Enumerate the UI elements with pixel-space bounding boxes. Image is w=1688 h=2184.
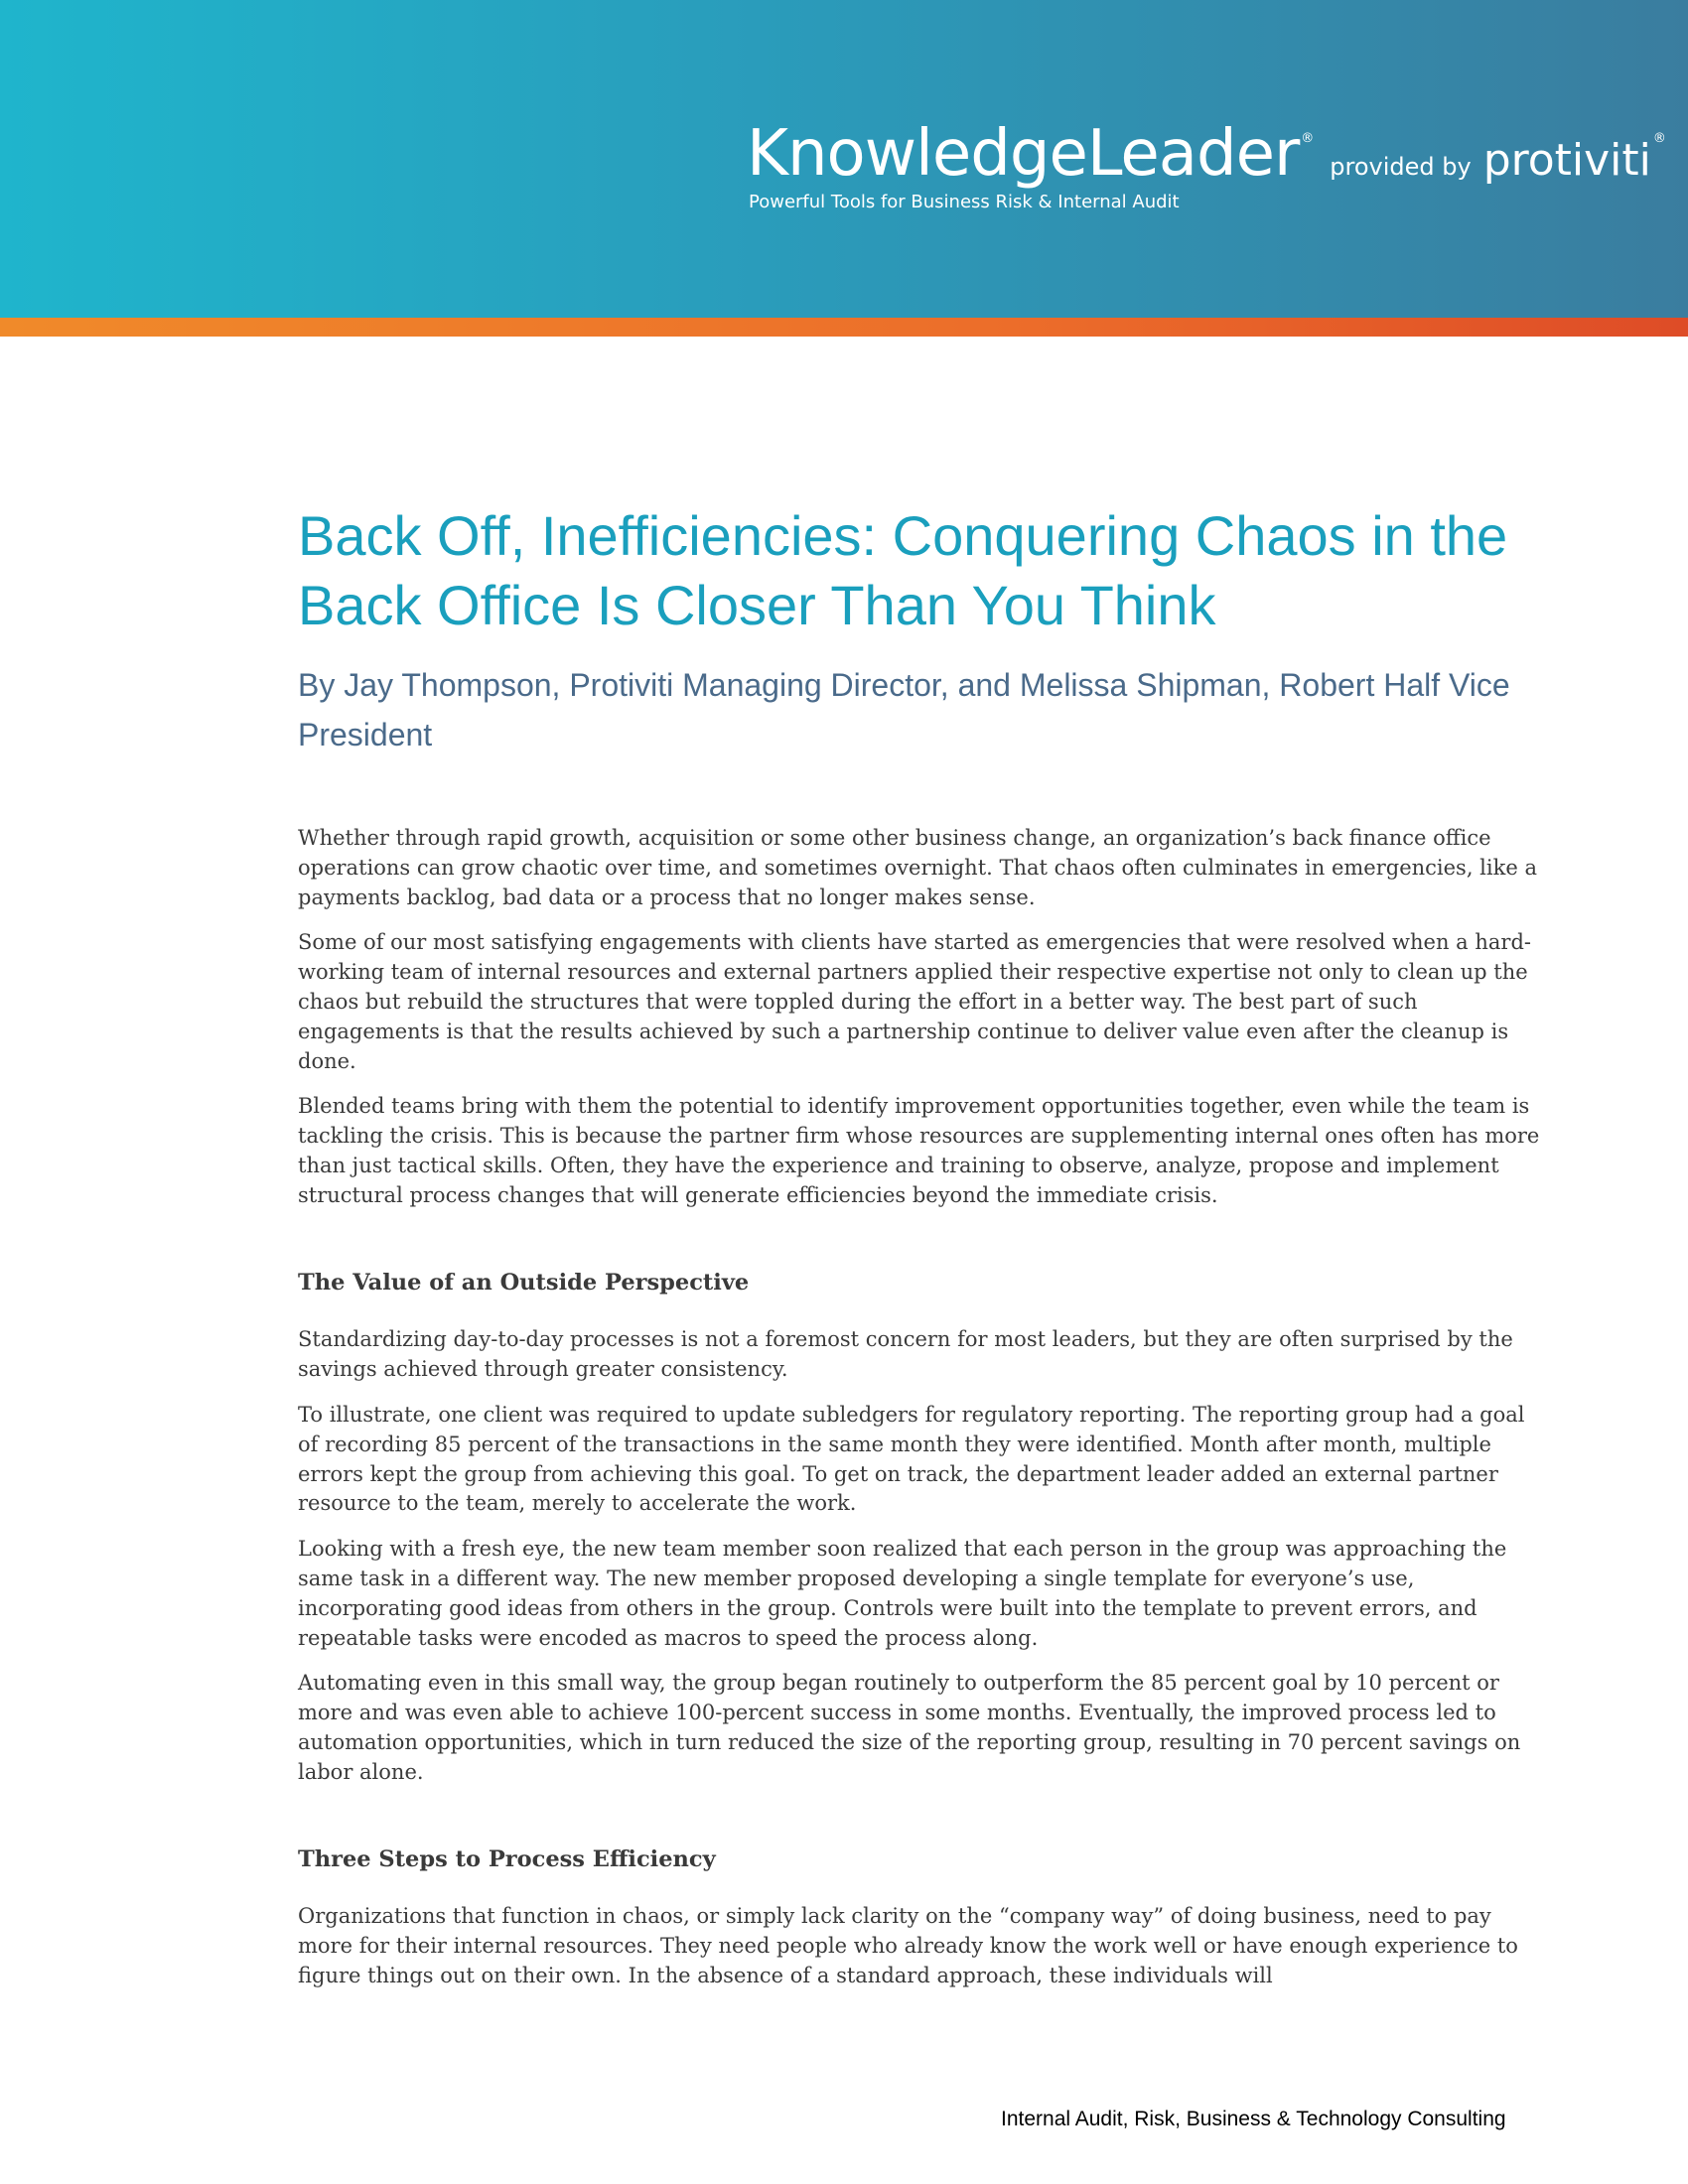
provided-by-text: provided by [1330, 153, 1472, 181]
article-body [298, 824, 1549, 2007]
brand-reg-mark: ® [1301, 131, 1315, 146]
paragraph: Whether through rapid growth, acquisition or some other business change, an organization’s back finance office operations can grow chaotic over time, and sometimes overnight. That chaos often culminates in emergencies, like a payments backlog, bad data or a process that no longer makes sense. [298, 826, 1537, 909]
article-title: Back Off, Inefficiencies: Conquering Chaos in the Back Office Is Closer Than You Think [298, 504, 1508, 636]
partner-reg-mark: ® [1652, 131, 1666, 146]
paragraph: To illustrate, one client was required to update subledgers for regulatory reporting. The reporting group had a goal of recording 85 percent of the transactions in the same month they were identified. Month after month, multiple errors kept the group from achieving this goal. To get on track, the department leader added an external partner resource to the team, merely to accelerate the work. [298, 1402, 1525, 1516]
section-heading: Three Steps to Process Efficiency [298, 1845, 716, 1872]
brand-tagline: Powerful Tools for Business Risk & Internal Audit [749, 192, 1180, 212]
paragraph: Standardizing day-to-day processes is not a foremost concern for most leaders, but they are often surprised by the savings achieved through greater consistency. [298, 1327, 1513, 1382]
brand-name: KnowledgeLeader [747, 117, 1300, 191]
article-byline: By Jay Thompson, Protiviti Managing Director, and Melissa Shipman, Robert Half Vice President [298, 667, 1510, 752]
page-footer: Internal Audit, Risk, Business & Technology Consulting [1001, 2108, 1506, 2130]
paragraph: Looking with a fresh eye, the new team member soon realized that each person in the group was approaching the same task in a different way. The new member proposed developing a single template for everyone’s use, incorporating good ideas from others in the group. Controls were built into the template to prevent errors, and repeatable tasks were encoded as macros to speed the process along. [298, 1537, 1507, 1650]
paragraph: Organizations that function in chaos, or simply lack clarity on the “company way” of doing business, need to pay more for their internal resources. They need people who already know the work well or have enough experience to figure things out on their own. In the absence of a standard approach, these individuals will [298, 1904, 1518, 1987]
header-accent-stripe [0, 318, 1688, 337]
brand-logo [747, 117, 1666, 191]
partner-logo-text: protiviti [1482, 135, 1651, 186]
section-heading: The Value of an Outside Perspective [298, 1269, 750, 1296]
paragraph: Automating even in this small way, the group began routinely to outperform the 85 percent goal by 10 percent or more and was even able to achieve 100-percent success in some months. Eventually, the improved process led to automation opportunities, which in turn reduced the size of the reporting group, resulting in 70 percent savings on labor alone. [298, 1671, 1521, 1784]
paragraph: Blended teams bring with them the potential to identify improvement opportunities together, even while the team is tackling the crisis. This is because the partner firm whose resources are supplementing internal ones often has more than just tactical skills. Often, they have the experience and training to observe, analyze, propose and implement structural process changes that will generate efficiencies beyond the immediate crisis. [298, 1094, 1540, 1207]
paragraph: Some of our most satisfying engagements with clients have started as emergencies that were resolved when a hard-working team of internal resources and external partners applied their respective expertise not only to clean up the chaos but rebuild the structures that were toppled during the effort in a better way. The best part of such engagements is that the results achieved by such a partnership continue to deliver value even after the cleanup is done. [298, 930, 1532, 1073]
